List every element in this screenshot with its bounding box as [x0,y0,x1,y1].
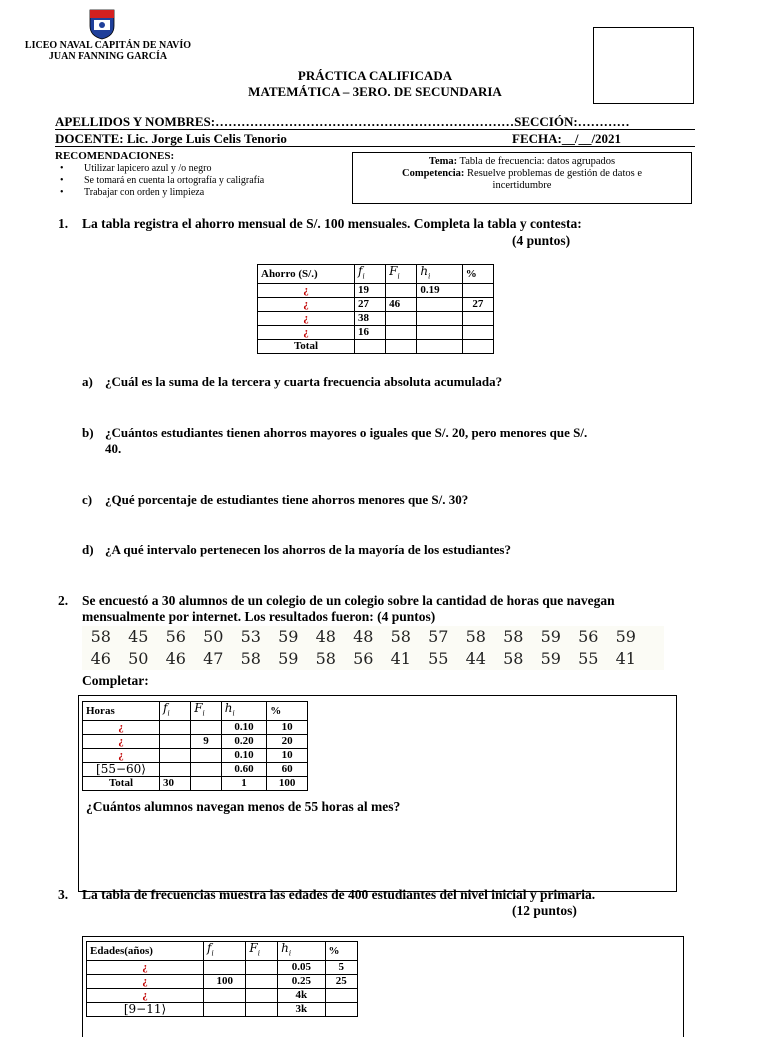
school-line-1: LICEO NAVAL CAPITÁN DE NAVÍO [24,40,192,51]
data-value: 44 [465,649,486,668]
table-cell: 0.20 [221,735,267,749]
table-cell[interactable] [355,340,386,354]
data-value: 55 [428,649,449,668]
table-cell-input[interactable]: ¿ [83,721,160,735]
table-cell[interactable] [160,763,191,777]
col-header-Fi: $F_i$ [191,702,221,721]
col-header-hi: $h_i$ [417,265,462,284]
data-value: 58 [90,627,111,646]
table-row [87,975,358,989]
data-value: 41 [390,649,411,668]
table-cell[interactable] [325,989,358,1003]
table-cell[interactable] [462,312,493,326]
data-value: 56 [165,627,186,646]
data-value: 47 [203,649,224,668]
q1-frequency-table [257,264,494,354]
recommendations-list [60,163,264,199]
table-cell-input[interactable]: ¿ [258,326,355,340]
data-value: 57 [428,627,449,646]
q2-complete-label: Completar: [82,673,149,688]
data-value: 58 [503,627,524,646]
table-cell: 100 [204,975,246,989]
table-cell: 3k [278,1003,325,1017]
doc-subtitle: MATEMÁTICA – 3ERO. DE SECUNDARIA [248,84,502,99]
table-cell-input[interactable]: ¿ [258,284,355,298]
q1-b-label: b) [82,425,94,440]
data-value: 46 [165,649,186,668]
divider-2 [55,146,695,147]
q3-number: 3. [58,887,69,902]
table-cell[interactable] [462,326,493,340]
q1-a-text: ¿Cuál es la suma de la tercera y cuarta frecuencia absoluta acumulada? [105,374,503,389]
table-cell: 16 [355,326,386,340]
col-header-Fi: $F_i$ [246,942,278,961]
table-row [83,735,308,749]
table-cell: 4k [278,989,325,1003]
table-cell[interactable] [386,284,417,298]
table-cell[interactable] [417,326,462,340]
table-cell: 60 [267,763,308,777]
table-total-row [83,777,308,791]
table-row [83,721,308,735]
data-value: 59 [278,627,299,646]
table-cell: 5 [325,961,358,975]
q3-frequency-table [86,941,358,1017]
table-cell: 9 [191,735,221,749]
table-cell[interactable] [204,1003,246,1017]
table-cell[interactable] [386,312,417,326]
table-cell[interactable] [325,1003,358,1017]
data-value: 48 [353,627,374,646]
q2-question: ¿Cuántos alumnos navegan menos de 55 horas al mes? [86,799,401,814]
q1-d-label: d) [82,542,94,557]
names-line: APELLIDOS Y NOMBRES:……………………………………………………………SECCIÓN:………… [55,114,630,129]
table-cell[interactable] [160,721,191,735]
table-cell[interactable] [160,735,191,749]
table-cell[interactable] [386,326,417,340]
data-row [82,626,664,648]
col-header-fi: $f_i$ [160,702,191,721]
table-cell[interactable] [246,975,278,989]
table-cell[interactable] [204,961,246,975]
col-header-Fi: $F_i$ [386,265,417,284]
table-cell[interactable] [417,340,462,354]
table-row [258,326,494,340]
col-header: Ahorro (S/.) [258,265,355,284]
data-value: 58 [503,649,524,668]
table-cell: Total [83,777,160,791]
tema-label: Tema: [428,156,458,167]
recommendation-item: • Utilizar lapicero azul y /o negro [60,163,264,175]
table-cell[interactable] [246,1003,278,1017]
table-cell: 0.10 [221,749,267,763]
table-cell[interactable] [417,298,462,312]
data-value: 56 [353,649,374,668]
data-value: 59 [615,627,636,646]
table-cell-input[interactable]: ¿ [87,989,204,1003]
divider-1 [55,129,695,130]
data-value: 45 [128,627,149,646]
table-row [87,989,358,1003]
col-header-hi: $h_i$ [278,942,325,961]
table-cell: 46 [386,298,417,312]
q1-b-text: ¿Cuántos estudiantes tienen ahorros mayores o iguales que S/. 20, pero menores que S/. [105,425,588,440]
tema-value: Tabla de frecuencia: datos agrupados [459,156,616,167]
table-cell: 0.19 [417,284,462,298]
table-cell[interactable] [204,989,246,1003]
q1-c-label: c) [82,492,93,507]
table-cell: 30 [160,777,191,791]
data-value: 48 [315,627,336,646]
competencia-value-2: incertidumbre [492,180,552,191]
data-value: 58 [315,649,336,668]
q2-text: Se encuestó a 30 alumnos de un colegio de un colegio sobre la cantidad de horas que navegan [82,593,615,608]
table-cell[interactable] [191,763,221,777]
table-cell-input[interactable]: ¿ [83,735,160,749]
q1-text: La tabla registra el ahorro mensual de S/. 100 mensuales. Completa la tabla y contesta: [82,216,582,231]
competencia-label: Competencia: [402,168,465,179]
table-cell: 19 [355,284,386,298]
table-cell: 0.10 [221,721,267,735]
table-row [258,284,494,298]
data-value: 56 [578,627,599,646]
table-cell[interactable] [191,749,221,763]
table-cell[interactable] [462,340,493,354]
table-cell: 100 [267,777,308,791]
q1-b-text-2: 40. [105,441,122,456]
data-value: 41 [615,649,636,668]
data-value: 58 [390,627,411,646]
data-value: 59 [540,649,561,668]
school-line-2: JUAN FANNING GARCÍA [48,51,168,62]
col-header-percent: % [325,942,358,961]
recommendation-item: • Trabajar con orden y limpieza [60,187,264,199]
col-header-fi: $f_i$ [355,265,386,284]
school-name [20,40,196,62]
q2-data-grid [82,626,664,670]
table-cell[interactable] [462,284,493,298]
table-header-row [83,702,308,721]
docente-line: DOCENTE: Lic. Jorge Luis Celis Tenorio [55,131,287,146]
table-total-row [258,340,494,354]
table-cell: Total [258,340,355,354]
data-row [82,648,664,670]
q1-number: 1. [58,216,69,231]
table-cell-input[interactable]: ¿ [258,312,355,326]
table-row [83,749,308,763]
table-cell: 38 [355,312,386,326]
table-cell: 0.60 [221,763,267,777]
doc-title: PRÁCTICA CALIFICADA [297,68,453,83]
table-cell: 10 [267,749,308,763]
q1-a-label: a) [82,374,93,389]
recommendations-title: RECOMENDACIONES: [55,150,175,162]
table-row [258,312,494,326]
table-cell[interactable] [246,961,278,975]
table-cell-input[interactable]: ¿ [87,961,204,975]
col-header-percent: % [462,265,493,284]
q1-points: (4 puntos) [512,233,571,248]
col-header-hi: $h_i$ [221,702,267,721]
fecha-line: FECHA:__/__/2021 [512,131,622,146]
table-cell: 1 [221,777,267,791]
data-value: 50 [128,649,149,668]
table-header-row [258,265,494,284]
table-cell-input[interactable]: ¿ [258,298,355,312]
table-cell: [55−60⟩ [83,763,160,777]
table-row [258,298,494,312]
q1-d-text: ¿A qué intervalo pertenecen los ahorros de la mayoría de los estudiantes? [105,542,511,557]
table-cell[interactable] [191,721,221,735]
q3-text: La tabla de frecuencias muestra las edades de 400 estudiantes del nivel inicial y primaria. [82,887,596,902]
col-header: Edades(años) [87,942,204,961]
data-value: 53 [240,627,261,646]
table-cell: 25 [325,975,358,989]
q1-c-text: ¿Qué porcentaje de estudiantes tiene ahorros menores que S/. 30? [105,492,469,507]
school-logo [88,8,116,40]
table-cell: 0.25 [278,975,325,989]
table-cell-input[interactable]: ¿ [87,975,204,989]
table-cell: [9−11⟩ [87,1003,204,1017]
table-cell: 27 [355,298,386,312]
q3-points: (12 puntos) [512,903,577,918]
data-value: 58 [240,649,261,668]
data-value: 55 [578,649,599,668]
q2-frequency-table [82,701,308,791]
data-value: 58 [465,627,486,646]
col-header: Horas [83,702,160,721]
q2-text-2: mensualmente por internet. Los resultados fueron: (4 puntos) [82,609,436,624]
col-header-fi: $f_i$ [204,942,246,961]
table-cell: 27 [462,298,493,312]
competencia-value: Resuelve problemas de gestión de datos e [467,168,642,179]
q2-number: 2. [58,593,69,608]
table-row [87,1003,358,1017]
recommendation-item: • Se tomará en cuenta la ortografía y caligrafía [60,175,264,187]
table-cell-input[interactable]: ¿ [83,749,160,763]
col-header-percent: % [267,702,308,721]
data-value: 50 [203,627,224,646]
table-cell[interactable] [417,312,462,326]
table-cell[interactable] [386,340,417,354]
table-cell: 0.05 [278,961,325,975]
data-value: 59 [540,627,561,646]
table-cell[interactable] [191,777,221,791]
table-cell[interactable] [160,749,191,763]
table-row [87,961,358,975]
table-row [83,763,308,777]
table-cell: 10 [267,721,308,735]
topic-box [352,152,692,204]
data-value: 59 [278,649,299,668]
table-header-row [87,942,358,961]
table-cell: 20 [267,735,308,749]
table-cell[interactable] [246,989,278,1003]
data-value: 46 [90,649,111,668]
